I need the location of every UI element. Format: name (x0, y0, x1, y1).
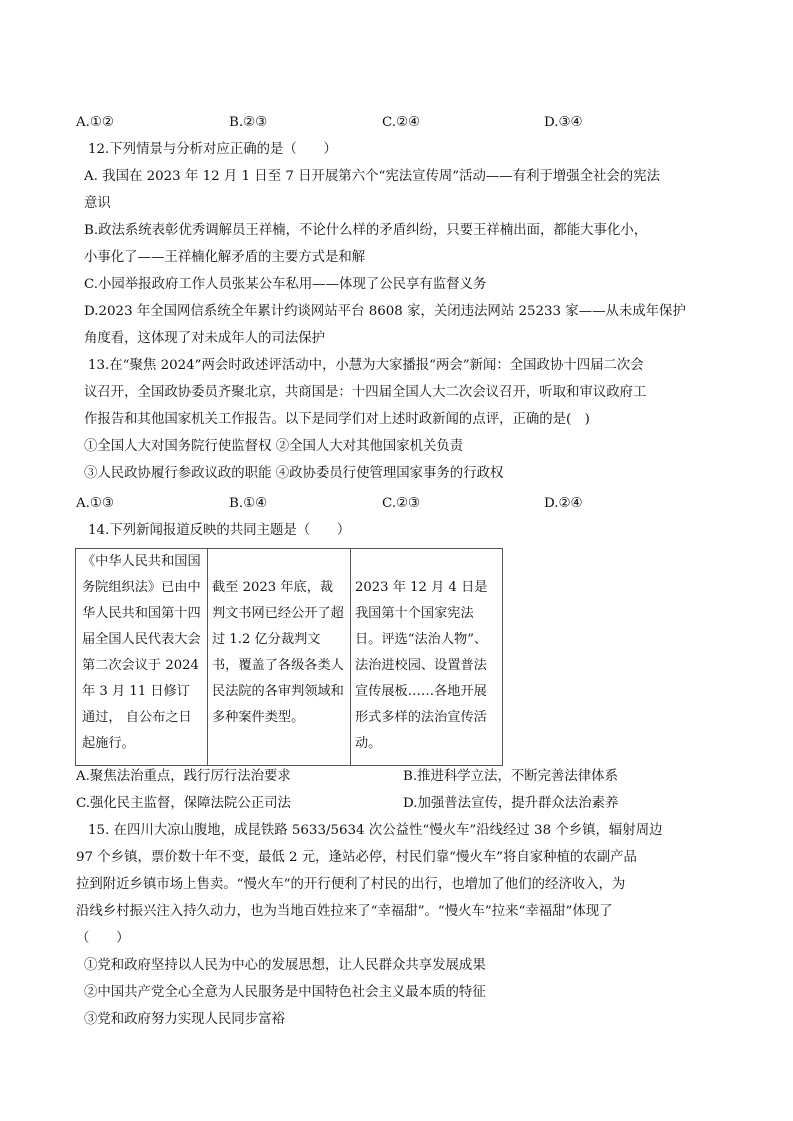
q14-news-cell-2: 截至 2023 年底，裁判文书网已经公开了超过 1.2 亿分裁判文书，覆盖了各级各类人民法院的各审判领域和多种案件类型。 (208, 549, 351, 766)
q15-stem-line2: 97 个乡镇，票价数十年不变，最低 2 元，逢站必停，村民们靠“慢火车”将自家种植的农副产品 (76, 850, 637, 865)
q12-option-d[interactable]: D.2023 年全国网信系统全年累计约谈网站平台 8608 家，关闭违法网站 25233 家——从未成年保护 (84, 304, 686, 319)
q11-option-d[interactable]: D.③④ (544, 115, 583, 130)
q15-item-2: ②中国共产党全心全意为人民服务是中国特色社会主义最本质的特征 (84, 985, 486, 1000)
q11-option-c[interactable]: C.②④ (382, 115, 421, 130)
q15-item-1: ①党和政府坚持以人民为中心的发展思想，让人民群众共享发展成果 (84, 958, 486, 973)
q14-option-d[interactable]: D.加强普法宣传，提升群众法治素养 (403, 796, 619, 811)
q11-options (76, 113, 636, 133)
q13-option-d[interactable]: D.②④ (544, 496, 583, 511)
q13-option-a[interactable]: A.①③ (76, 496, 114, 511)
q14-option-a[interactable]: A.聚焦法治重点，践行厉行法治要求 (76, 769, 291, 784)
q13-items-line1: ①全国人大对国务院行使监督权 ②全国人大对其他国家机关负责 (84, 439, 464, 454)
q13-stem-line3: 作报告和其他国家机关工作报告。以下是同学们对上述时政新闻的点评，正确的是( ) (84, 412, 590, 427)
q14-option-b[interactable]: B.推进科学立法，不断完善法律体系 (403, 769, 618, 784)
q13-stem-line1: 13.在“聚焦 2024”两会时政述评活动中，小慧为大家播报“两会”新闻：全国政协十四届二次会 (88, 358, 644, 373)
q13-option-b[interactable]: B.①④ (229, 496, 268, 511)
q14-news-cell-3: 2023 年 12 月 4 日是我国第十个国家宪法日。评选“法治人物”、法治进校园、设置普法宣传展板……各地开展形式多样的法治宣传活动。 (351, 549, 503, 766)
q14-news-table (75, 548, 503, 766)
q15-stem-line1: 15. 在四川大凉山腹地，成昆铁路 5633/5634 次公益性“慢火车”沿线经过 38 个乡镇，辐射周边 (88, 823, 663, 838)
q12-option-b[interactable]: B.政法系统表彰优秀调解员王祥楠，不论什么样的矛盾纠纷，只要王祥楠出面，都能大事化小， (84, 223, 648, 238)
q15-item-3: ③党和政府努力实现人民同步富裕 (84, 1012, 285, 1027)
q15-stem-line4: 沿线乡村振兴注入持久动力，也为当地百姓拉来了“幸福甜”。“慢火车”拉来“幸福甜”体现了 (76, 904, 613, 919)
q11-option-a[interactable]: A.①② (76, 115, 114, 130)
q14-options-row2 (76, 794, 696, 814)
q14-news-cell-1: 《中华人民共和国国务院组织法》已由中华人民共和国第十四届全国人民代表大会第二次会议于 2024 年 3 月 11 日修订通过， 自公布之日起施行。 (76, 549, 208, 766)
q14-stem: 14.下列新闻报道反映的共同主题是（ ） (88, 523, 351, 538)
q13-option-c[interactable]: C.②③ (382, 496, 421, 511)
q12-option-b-cont: 小事化了——王祥楠化解矛盾的主要方式是和解 (84, 250, 366, 265)
q12-option-c[interactable]: C.小园举报政府工作人员张某公车私用——体现了公民享有监督义务 (84, 277, 487, 292)
q14-option-c[interactable]: C.强化民主监督，保障法院公正司法 (76, 796, 291, 811)
q13-items-line2: ③人民政协履行参政议政的职能 ④政协委员行使管理国家事务的行政权 (84, 466, 504, 481)
q12-stem: 12.下列情景与分析对应正确的是（ ） (88, 142, 337, 157)
q12-option-a-cont: 意识 (84, 196, 111, 211)
q12-option-a[interactable]: A. 我国在 2023 年 12 月 1 日至 7 日开展第六个“宪法宣传周”活动——有利于增强全社会的宪法 (84, 169, 660, 184)
q13-options (76, 494, 636, 514)
q14-options-row1 (76, 767, 696, 787)
q15-stem-line3: 拉到附近乡镇市场上售卖。“慢火车”的开行便利了村民的出行，也增加了他们的经济收入，为 (76, 877, 626, 892)
q15-stem-line5: （ ） (76, 931, 130, 946)
q11-option-b[interactable]: B.②③ (229, 115, 268, 130)
q13-stem-line2: 议召开，全国政协委员齐聚北京，共商国是：十四届全国人大二次会议召开，听取和审议政府工 (84, 385, 647, 400)
q12-option-d-cont: 角度看，这体现了对未成年人的司法保护 (84, 331, 326, 346)
